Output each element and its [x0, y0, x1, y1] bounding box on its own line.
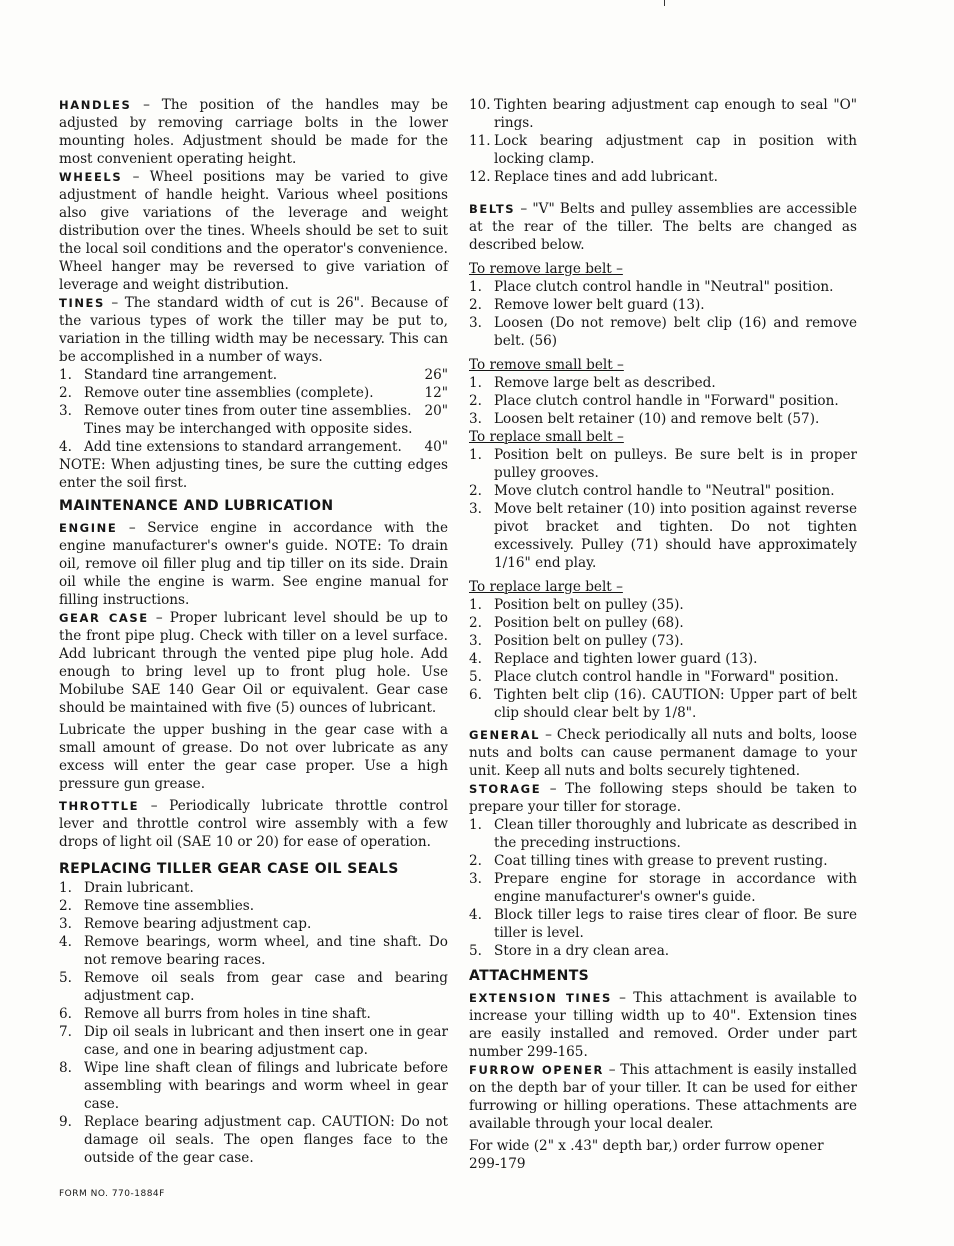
replace-small-belt-list — [469, 446, 857, 572]
throttle-paragraph: THROTTLE – Periodically lubricate throttle control lever and throttle control wire assembly with a few drops of light oil (SAE 10 or 20) for ease of operation. — [59, 798, 448, 850]
belts-paragraph: BELTS – "V" Belts and pulley assemblies are accessible at the rear of the tiller. The belts are changed as described below. — [469, 201, 857, 253]
list-item: 7. Dip oil seals in lubricant and then insert one in gear case, and one in bearing adjustment cap. — [59, 1024, 448, 1058]
tines-text: The standard width of cut is 26". Because of the various types of work the tiller may be put to, variation in the tilling width may be necessary. This can be accomplished in a number of ways. — [59, 295, 448, 365]
list-item: 8. Wipe line shaft clean of filings and lubricate before assembling with bearings and worm wheel in gear case. — [59, 1060, 448, 1112]
wide-furrow-note: For wide (2" x .43" depth bar,) order furrow opener 299-179 — [469, 1138, 824, 1172]
list-item: 2. Place clutch control handle in "Forward" position. — [469, 393, 839, 409]
item-text: Standard tine arrangement. — [84, 367, 278, 383]
item-width: 40" — [424, 439, 448, 455]
list-item: 5. Remove oil seals from gear case and bearing adjustment cap. — [59, 970, 448, 1004]
general-paragraph: GENERAL – Check periodically all nuts and bolts, loose nuts and bolts can cause permanent damage to your unit. Keep all nuts and bolts securely tightened. — [469, 727, 857, 779]
list-item: 3. Prepare engine for storage in accordance with engine manufacturer's owner's guide. — [469, 871, 857, 905]
seal-steps-continued — [469, 96, 857, 186]
handles-keyword: HANDLES — [59, 98, 132, 112]
seal-steps-list — [59, 879, 448, 1167]
belts-text: "V" Belts and pulley assemblies are accessible at the rear of the tiller. The belts are changed as described below. — [469, 201, 857, 253]
tine-option-continuation: Tines may be interchanged with opposite sides. — [84, 421, 413, 437]
extension-tines-paragraph: EXTENSION TINES – This attachment is available to increase your tilling width up to 40". Extension tines are easily installed and removed. Order under part number 299-165. — [469, 990, 857, 1060]
item-number: 2. — [59, 385, 72, 401]
list-item: 2. Position belt on pulley (68). — [469, 615, 684, 631]
list-item: 4. Remove bearings, worm wheel, and tine shaft. Do not remove bearing races. — [59, 934, 448, 968]
engine-keyword: ENGINE — [59, 521, 118, 535]
remove-small-belt-list — [469, 374, 857, 428]
list-item: 3. Loosen (Do not remove) belt clip (16) and remove belt. (56) — [469, 315, 857, 349]
tines-paragraph: TINES – The standard width of cut is 26". Because of the various types of work the tiller may be put to, variation in the tilling width may be necessary. This can be accomplished in a number of ways. — [59, 295, 448, 365]
engine-paragraph: ENGINE – Service engine in accordance with the engine manufacturer's owner's guide. NOTE: To drain oil, remove oil filler plug and tip tiller on its side. Drain oil while the engine is warm. See engine manual for filling instructions. — [59, 520, 448, 608]
list-item: 2. Coat tilling tines with grease to prevent rusting. — [469, 853, 828, 869]
gear-case-keyword: GEAR CASE — [59, 611, 149, 625]
extension-tines-keyword: EXTENSION TINES — [469, 991, 612, 1005]
list-item: 5. Store in a dry clean area. — [469, 943, 670, 959]
list-item: 1. Clean tiller thoroughly and lubricate as described in the preceding instructions. — [469, 817, 857, 851]
item-number: 1. — [59, 367, 72, 383]
handles-paragraph: HANDLES – The position of the handles may be adjusted by removing carriage bolts in the lower mounting holes. Adjustment should be made for the most convenient operating height. — [59, 97, 448, 167]
item-number: 4. — [59, 439, 72, 455]
list-item: 3. Position belt on pulley (73). — [469, 633, 684, 649]
list-item: 3. Move belt retainer (10) into position against reverse pivot bracket and tighten. Do not tighten excessively. Pulley (71) should have approximately 1/16" end play. — [469, 501, 857, 571]
furrow-opener-keyword: FURROW OPENER — [469, 1063, 604, 1077]
list-item: 12. Replace tines and add lubricant. — [469, 169, 718, 185]
list-item: 11. Lock bearing adjustment cap in position with locking clamp. — [469, 133, 857, 167]
wheels-text: Wheel positions may be varied to give adjustment of handle height. Various wheel positions also give variations of the leverage and weight distribution over the tines. Wheels should be set to suit the local soil conditions and the operator's convenience. Wheel hanger may be reversed to give variation of leverage and weight distribution. — [59, 169, 448, 293]
replace-small-belt-title: To replace small belt – — [469, 429, 624, 445]
item-width: 20" — [424, 403, 448, 419]
furrow-opener-paragraph: FURROW OPENER – This attachment is easily installed on the depth bar of your tiller. It can be used for either furrowing or hilling operations. These attachments are available through your local dealer. — [469, 1062, 857, 1132]
tine-options-list — [59, 366, 448, 456]
right-column — [469, 96, 857, 1173]
list-item: 10. Tighten bearing adjustment cap enough to seal "O" rings. — [469, 97, 857, 131]
list-item: 5. Place clutch control handle in "Forward" position. — [469, 669, 839, 685]
item-width: 26" — [424, 367, 448, 383]
maintenance-heading: MAINTENANCE AND LUBRICATION — [59, 498, 334, 514]
list-item: 2. Move clutch control handle to "Neutral" position. — [469, 483, 835, 499]
page-edge-mark — [664, 0, 665, 6]
list-item: 2. Remove tine assemblies. — [59, 898, 255, 914]
furrow-opener-text: This attachment is easily installed on the depth bar of your tiller. It can be used for either furrowing or hilling operations. These attachments are available through your local dealer. — [469, 1062, 857, 1132]
list-item: 3. Remove bearing adjustment cap. — [59, 916, 312, 932]
tine-option — [59, 366, 448, 384]
list-item: 1. Drain lubricant. — [59, 880, 194, 896]
handles-text: The position of the handles may be adjusted by removing carriage bolts in the lower mounting holes. Adjustment should be made for the most convenient operating height. — [59, 97, 448, 167]
list-item: 6. Tighten belt clip (16). CAUTION: Upper part of belt clip should clear belt by 1/8". — [469, 687, 857, 721]
remove-small-belt-title: To remove small belt – — [469, 357, 624, 373]
list-item: 6. Remove all burrs from holes in tine shaft. — [59, 1006, 371, 1022]
gear-case-paragraph: GEAR CASE – Proper lubricant level should be up to the front pipe plug. Check with tiller on a level surface. Add lubricant through the vented pipe plug hole. Add enough to bring level up to front plug hole. Use Mobilube SAE 140 Gear Oil or equivalent. Gear case should be maintained with five (5) ounces of lubricant. — [59, 610, 448, 716]
remove-large-belt-title: To remove large belt – — [469, 261, 623, 277]
left-column — [59, 96, 448, 1167]
tine-option — [59, 438, 448, 456]
list-item: 1. Position belt on pulley (35). — [469, 597, 684, 613]
list-item: 9. Replace bearing adjustment cap. CAUTION: Do not damage oil seals. The open flanges face to the outside of the gear case. — [59, 1114, 448, 1166]
gear-case-text: Proper lubricant level should be up to the front pipe plug. Check with tiller on a level surface. Add lubricant through the vented pipe plug hole. Add enough to bring level up to front plug hole. Use Mobilube SAE 140 Gear Oil or equivalent. Gear case should be maintained with five (5) ounces of lubricant. — [59, 610, 448, 716]
list-item: 4. Block tiller legs to raise tires clear of floor. Be sure tiller is level. — [469, 907, 857, 941]
tines-keyword: TINES — [59, 296, 105, 310]
item-width: 12" — [424, 385, 448, 401]
replace-large-belt-list — [469, 596, 857, 722]
storage-keyword: STORAGE — [469, 782, 542, 796]
list-item: 1. Position belt on pulleys. Be sure belt is in proper pulley grooves. — [469, 447, 857, 481]
remove-large-belt-list — [469, 278, 857, 350]
belts-keyword: BELTS — [469, 202, 516, 216]
wheels-paragraph: WHEELS – Wheel positions may be varied to give adjustment of handle height. Various wheel positions also give variations of the leverage and weight distribution over the tines. Wheels should be set to suit the local soil conditions and the operator's convenience. Wheel hanger may be reversed to give variation of leverage and weight distribution. — [59, 169, 448, 293]
item-text: Add tine extensions to standard arrangement. — [84, 439, 402, 455]
general-text: Check periodically all nuts and bolts, loose nuts and bolts can cause permanent damage to your unit. Keep all nuts and bolts securely tightened. — [469, 727, 857, 779]
storage-paragraph: STORAGE – The following steps should be taken to prepare your tiller for storage. — [469, 781, 857, 815]
list-item: 1. Remove large belt as described. — [469, 375, 716, 391]
tine-option — [59, 384, 448, 402]
tine-option — [59, 402, 448, 420]
item-text: Remove outer tine assemblies (complete). — [84, 385, 374, 401]
engine-text: Service engine in accordance with the engine manufacturer's owner's guide. NOTE: To drain oil, remove oil filler plug and tip tiller on its side. Drain oil while the engine is warm. See engine manual for filling instructions. — [59, 520, 448, 608]
list-item: 2. Remove lower belt guard (13). — [469, 297, 705, 313]
seals-heading: REPLACING TILLER GEAR CASE OIL SEALS — [59, 861, 399, 877]
wheels-keyword: WHEELS — [59, 170, 123, 184]
throttle-keyword: THROTTLE — [59, 799, 140, 813]
storage-text: The following steps should be taken to prepare your tiller for storage. — [469, 781, 857, 815]
item-number: 3. — [59, 403, 72, 419]
replace-large-belt-title: To replace large belt – — [469, 579, 623, 595]
list-item: 3. Loosen belt retainer (10) and remove belt (57). — [469, 411, 820, 427]
lubricate-paragraph: Lubricate the upper bushing in the gear case with a small amount of grease. Do not over lubricate as any excess will enter the gear case proper. Use a high pressure gun grease. — [59, 722, 448, 792]
form-number: FORM NO. 770-1884F — [59, 1189, 165, 1199]
item-text: Remove outer tines from outer tine assemblies. — [84, 403, 412, 419]
tines-note: NOTE: When adjusting tines, be sure the cutting edges enter the soil first. — [59, 457, 448, 491]
list-item: 4. Replace and tighten lower guard (13). — [469, 651, 758, 667]
throttle-text: Periodically lubricate throttle control lever and throttle control wire assembly with a few drops of light oil (SAE 10 or 20) for ease of operation. — [59, 798, 448, 850]
general-keyword: GENERAL — [469, 728, 541, 742]
list-item: 1. Place clutch control handle in "Neutral" position. — [469, 279, 834, 295]
extension-tines-text: This attachment is available to increase your tilling width up to 40". Extension tines are easily installed and removed. Order under part number 299-165. — [469, 990, 857, 1060]
attachments-heading: ATTACHMENTS — [469, 968, 590, 984]
storage-steps-list — [469, 816, 857, 960]
